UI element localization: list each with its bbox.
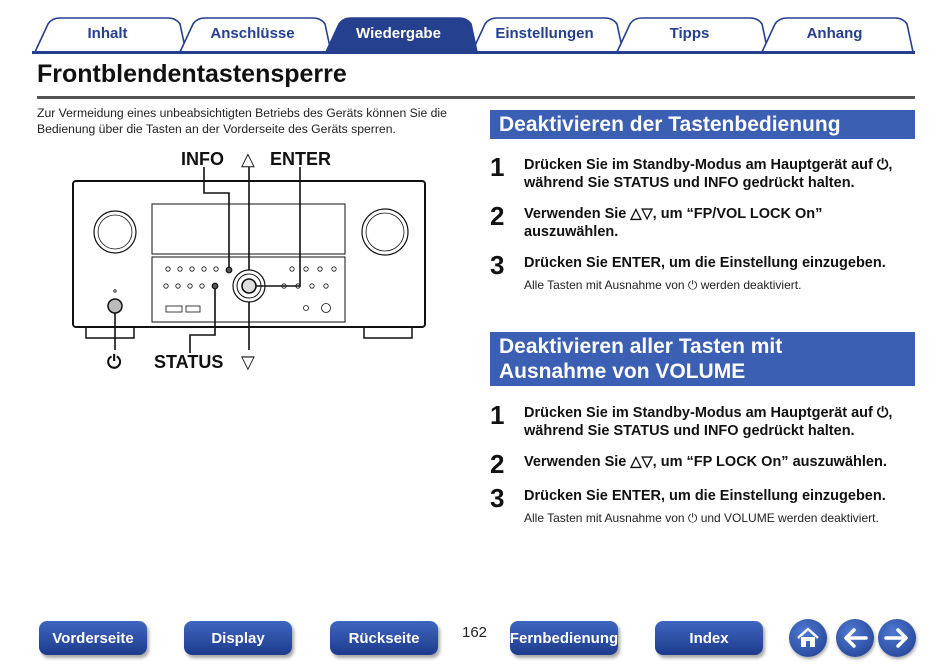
index-button[interactable]: Index <box>655 621 763 655</box>
tab-anhang[interactable]: Anhang <box>806 24 863 42</box>
tab-wiedergabe[interactable]: Wiedergabe <box>356 24 441 42</box>
rear-panel-button[interactable]: Rückseite <box>330 621 438 655</box>
front-panel-diagram <box>60 145 440 390</box>
step-text: Drücken Sie im Standby-Modus am Hauptgerät auf ⏻, während Sie STATUS und INFO gedrückt halten. <box>524 405 893 439</box>
step-text: Drücken Sie ENTER, um die Einstellung einzugeben. <box>524 255 886 271</box>
page-number: 162 <box>462 624 488 641</box>
step-number: 1 <box>490 152 505 182</box>
step-number: 2 <box>490 201 505 231</box>
step-number: 1 <box>490 400 505 430</box>
arrow-left-icon <box>842 627 868 649</box>
remote-control-button[interactable]: Fernbedienung <box>510 621 618 655</box>
front-panel-button[interactable]: Vorderseite <box>39 621 147 655</box>
step-text: Verwenden Sie △▽, um “FP LOCK On” auszuwählen. <box>524 454 887 470</box>
status-label: STATUS <box>154 352 224 372</box>
back-button[interactable] <box>836 619 874 657</box>
title-rule <box>37 96 915 99</box>
step-note: Alle Tasten mit Ausnahme von ⏻ werden deaktiviert. <box>524 278 802 292</box>
step-number: 3 <box>490 250 505 280</box>
tab-underline <box>32 51 915 54</box>
step-text: Drücken Sie ENTER, um die Einstellung einzugeben. <box>524 488 886 504</box>
page-title: Frontblendentastensperre <box>37 60 347 88</box>
section-heading-2-line1: Deaktivieren aller Tasten mit <box>499 335 783 358</box>
home-button[interactable] <box>789 619 827 657</box>
tab-einstellungen[interactable]: Einstellungen <box>495 24 594 42</box>
step-number: 3 <box>490 483 505 513</box>
info-label: INFO <box>181 149 224 169</box>
tab-tipps[interactable]: Tipps <box>669 24 710 42</box>
step-number: 2 <box>490 449 505 479</box>
step-text: Drücken Sie im Standby-Modus am Hauptgerät auf ⏻, während Sie STATUS und INFO gedrückt halten. <box>524 157 893 191</box>
arrow-right-icon <box>884 627 910 649</box>
section-heading-2-line2: Ausnahme von VOLUME <box>499 360 746 383</box>
home-icon <box>795 626 821 650</box>
section-heading-1: Deaktivieren der Tastenbedienung <box>490 110 915 139</box>
intro-text: Zur Vermeidung eines unbeabsichtigten Betriebs des Geräts können Sie die Bedienung über die Tasten an der Vorderseite des Geräts sperren. <box>37 106 447 136</box>
tab-anschluesse[interactable]: Anschlüsse <box>210 24 295 42</box>
step-note: Alle Tasten mit Ausnahme von ⏻ und VOLUME werden deaktiviert. <box>524 511 879 525</box>
display-button[interactable]: Display <box>184 621 292 655</box>
enter-label: ENTER <box>270 149 332 169</box>
power-icon: ⏻ <box>107 352 122 372</box>
step-text: Verwenden Sie △▽, um “FP/VOL LOCK On” auszuwählen. <box>524 206 823 240</box>
receiver-drawing <box>60 145 440 385</box>
forward-button[interactable] <box>878 619 916 657</box>
up-arrow-icon: △ <box>241 149 255 169</box>
tab-inhalt[interactable]: Inhalt <box>87 24 128 42</box>
down-arrow-icon: ▽ <box>241 352 255 372</box>
section-heading-2 <box>490 332 915 386</box>
